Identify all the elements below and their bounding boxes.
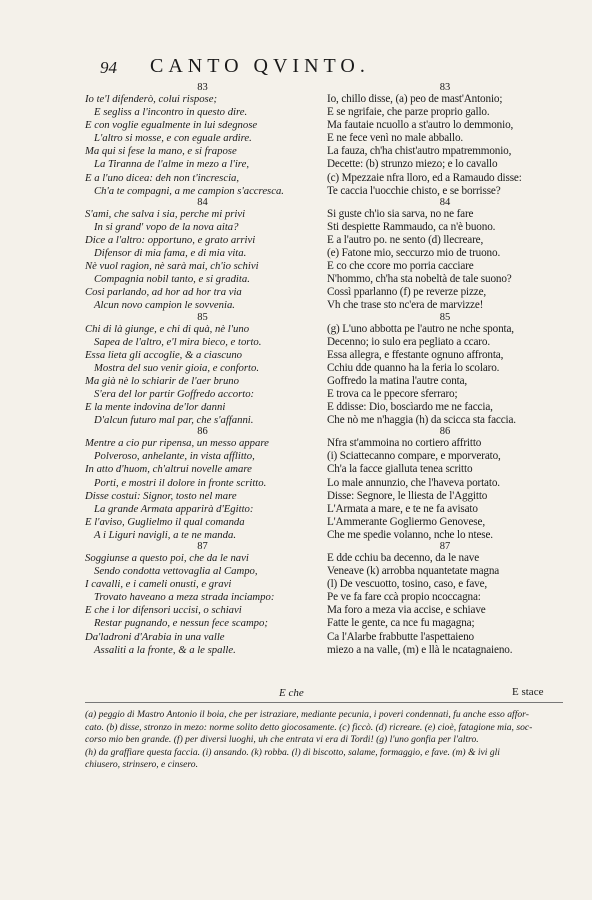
catchword-right: E stace [512,686,544,698]
right-stanza [327,427,563,542]
verse-line: S'ami, che salva i sia, perche mi privi [85,207,246,220]
footnote-line: (h) da graffiare questa faccia. (i) ansando. (k) robba. (l) di biscotto, salame, formaggio, e fave. (m) & ivi gli [85,746,500,758]
verse-line: E dde cchiu ba decenno, da le nave [327,552,480,564]
verse-line: Restar pugnando, e nessun fece scampo; [94,617,268,630]
verse-line: Vh che trase sto nc'era de marvizze! [327,299,484,312]
verse-line: miezo a na valle, (m) e llà le ncatagnaieno. [327,643,513,656]
verse-line: Fatte le gente, ca nce fu magagna; [327,617,475,630]
footnotes [85,709,575,772]
verse-line: Difensor di mia fama, e di mia vita. [94,247,247,260]
verse-line: E a l'uno dicea: deh non t'increscia, [85,171,240,184]
verse-line: Sti despiette Rammaudo, ca n'è buono. [327,220,496,233]
verse-line: E l'aviso, Guglielmo il qual comanda [85,515,245,528]
verse-line: Sendo condotta vettovaglia al Campo, [94,565,258,578]
verse-line: Io te'l difenderò, colui rispose; [85,93,217,105]
left-stanza [85,542,320,657]
verse-line: Ch'a la facce gialluta tenea scritto [327,463,473,476]
verse-line: (e) Fatone mio, seccurzo mio de truono. [327,247,501,260]
verse-line: Che me spedie volanno, nche lo ntese. [327,528,493,541]
verse-line: Chi di là giunge, e chi di quà, nè l'uno [85,322,250,335]
verse-line: D'alcun futuro mal par, che s'affanni. [94,414,254,427]
verse-line: I cavalli, e i cameli onusti, e gravi [85,578,232,591]
left-stanza [85,313,320,428]
page-number: 94 [100,58,117,77]
verse-line: Lo male annunzio, che l'haveva portato. [327,476,500,489]
verse-line: Alcun novo campion le sovvenia. [94,299,235,312]
left-stanza [85,83,320,198]
verse-line: Pe ve fa fare ccà propio ncoccagna: [327,591,481,604]
neapolitan-column [327,83,563,657]
verse-line: L'Armata a mare, e te ne fa avisato [327,502,478,515]
verse-line: La Tiranna de l'alme in mezo a l'ire, [94,158,249,171]
footnote-line: (a) peggio di Mastro Antonio il boia, che per istraziare, mediante pecunia, i poveri condennati, fu anche esso affor- [85,709,529,720]
right-stanza [327,198,563,313]
verse-line: E ddisse: Dio, boscìardo me ne faccia, [327,401,493,414]
verse-line: (c) Mpezzaie nfra lloro, ed a Ramaudo disse: [327,171,522,184]
verse-line: Che nò me n'haggia (h) da scicca sta faccia. [327,414,516,427]
stanza-number: 83 [197,82,208,93]
verse-line: E ne fece venì no male abballo. [327,132,464,145]
verse-line: Ma qui si fese la mano, e si frapose [85,145,237,158]
verse-line: Si guste ch'io sia sarva, no ne fare [327,207,474,220]
verse-line: Nè vuol ragion, nè sarà mai, ch'io schivi [85,260,259,273]
left-stanza [85,198,320,313]
verse-line: N'hommo, ch'ha sta nobeltà de tale suono? [327,273,512,286]
verse-line: Dice a l'altro: opportuno, e grato arrivi [85,233,256,246]
verse-line: E che i lor difensori uccisi, o schiavi [85,604,242,617]
stanza-number: 86 [197,426,208,438]
stanza-number: 86 [439,426,451,438]
verse-line: Polveroso, anhelante, in vista afflitto, [94,450,255,463]
verse-line: Trovato haveano a meza strada inciampo: [94,591,275,604]
verse-line: L'Ammerante Gogliermo Genovese, [327,515,485,528]
stanza-number: 85 [197,311,208,323]
verse-line: Decenno; io sulo era pegliato a ccaro. [327,335,490,348]
left-stanza [85,427,320,542]
stanza-number: 87 [197,541,208,552]
verse-line: A i Liguri navigli, a te ne manda. [94,528,237,541]
stanza-number: 84 [439,196,451,208]
right-stanza [327,83,563,198]
verse-line: Goffredo la matina l'autre conta, [327,374,468,387]
stanza-number: 87 [439,541,451,552]
footnote-line: corso mio ben grande. (f) per diversi luoghi, uh che entrata vi era di Tordi! (g) l'uno gonfia per l'altro. [85,734,479,745]
footnote-rule [85,702,563,703]
verse-line: Ma già nè lo schiarir de l'aer bruno [85,374,239,387]
verse-line: Ma fautaie ncuollo a st'autro lo demmonio, [327,119,514,132]
verse-line: E se ngrifaie, che parze proprio gallo. [327,106,490,119]
verse-line: Decette: (b) strunzo miezo; e lo cavallo [327,158,498,171]
verse-line: E con voglie egualmente in lui sdegnose [85,119,258,132]
verse-line: Porti, e mostri il dolore in fronte scritto. [94,476,267,489]
footnote-line: cato. (b) disse, stronzo in mezo: norme solito detto giocosamente. (c) ficcò. (d) ricreare. (e) cioè, fatagione mia, soc- [85,721,533,733]
verse-line: Ca l'Alarbe frabbutte l'aspettaieno [327,630,474,643]
verse-line: Disse: Segnore, le lliesta de l'Aggitto [327,489,488,502]
verse-line: Cchiu dde quanno ha la feria lo scolaro. [327,361,500,374]
verse-line: Mostra del suo venir gioia, e conforto. [94,361,260,374]
verse-line: E segliss a l'incontro in questo dire. [94,106,248,119]
verse-line: L'altro si mosse, e con eguale ardire. [94,132,252,145]
verse-line: Soggiunse a questo poi, che da le navi [85,552,249,564]
verse-line: (g) L'uno abbotta pe l'autro ne nche sponta, [327,322,514,335]
verse-line: Cossì pparlanno (f) pe reverze pizze, [327,286,487,299]
verse-line: Ch'a te compagni, a me campion s'accresca. [94,184,284,197]
verse-line: E a l'autro po. ne sento (d) llecreare, [327,233,484,246]
verse-line: E co che ccore mo porria cacciare [327,260,474,273]
verse-line: Assaliti a la fronte, & a le spalle. [94,643,236,656]
running-title: CANTO QVINTO. [150,55,370,77]
verse-line: Essa allegra, e ffestante ognuno affronta, [327,348,504,361]
verse-line: Mentre a cio pur ripensa, un messo appare [85,437,269,450]
verse-line: S'era del lor partir Goffredo accorto: [94,387,255,400]
stanza-number: 84 [197,196,208,208]
italian-column [85,83,320,657]
verse-line: E trova ca le ppecore sferraro; [327,387,458,400]
verse-line: La grande Armata apparirà d'Egitto: [94,502,254,515]
verse-line: (l) De vescuotto, tosino, caso, e fave, [327,578,488,591]
verse-line: In si grand' vopo de la nova aita? [94,220,239,233]
right-stanza [327,313,563,428]
verse-line: E la mente indovina de'lor danni [85,401,226,414]
right-stanza [327,542,563,657]
verse-line: Disse costui: Signor, tosto nel mare [85,489,237,502]
verse-line: Veneave (k) arrobba nquantetate magna [327,565,500,578]
verse-line: Essa lieta gli accoglie, & a ciascuno [85,348,243,361]
verse-line: Da'ladroni d'Arabia in una valle [85,630,225,643]
verse-line: Te caccia l'uocchie chisto, e se borrisse? [327,184,501,197]
footnote-line: chiusero, strinsero, e cinsero. [85,759,198,770]
verse-line: La fauza, ch'ha chist'autro mpatremmonio, [327,145,512,158]
verse-line: Nfra st'ammoina no cortiero affritto [327,437,482,450]
verse-line: (i) Sciattecanno compare, e mporverato, [327,450,501,463]
stanza-number: 85 [439,311,451,323]
verse-line: Compagnia nobil tanto, e si gradita. [94,273,250,286]
catchword-left: E che [279,687,304,699]
verse-line: Ma foro a meza via accise, e schiave [327,604,486,617]
verse-line: Cosi parlando, ad hor ad hor tra via [85,286,242,299]
verse-line: Io, chillo disse, (a) peo de mast'Antonio; [327,93,503,105]
verse-line: Sapea de l'altro, e'l mira bieco, e torto. [94,335,262,348]
verse-line: In atto d'huom, ch'altrui novelle amare [85,463,252,476]
stanza-number: 83 [439,82,451,93]
